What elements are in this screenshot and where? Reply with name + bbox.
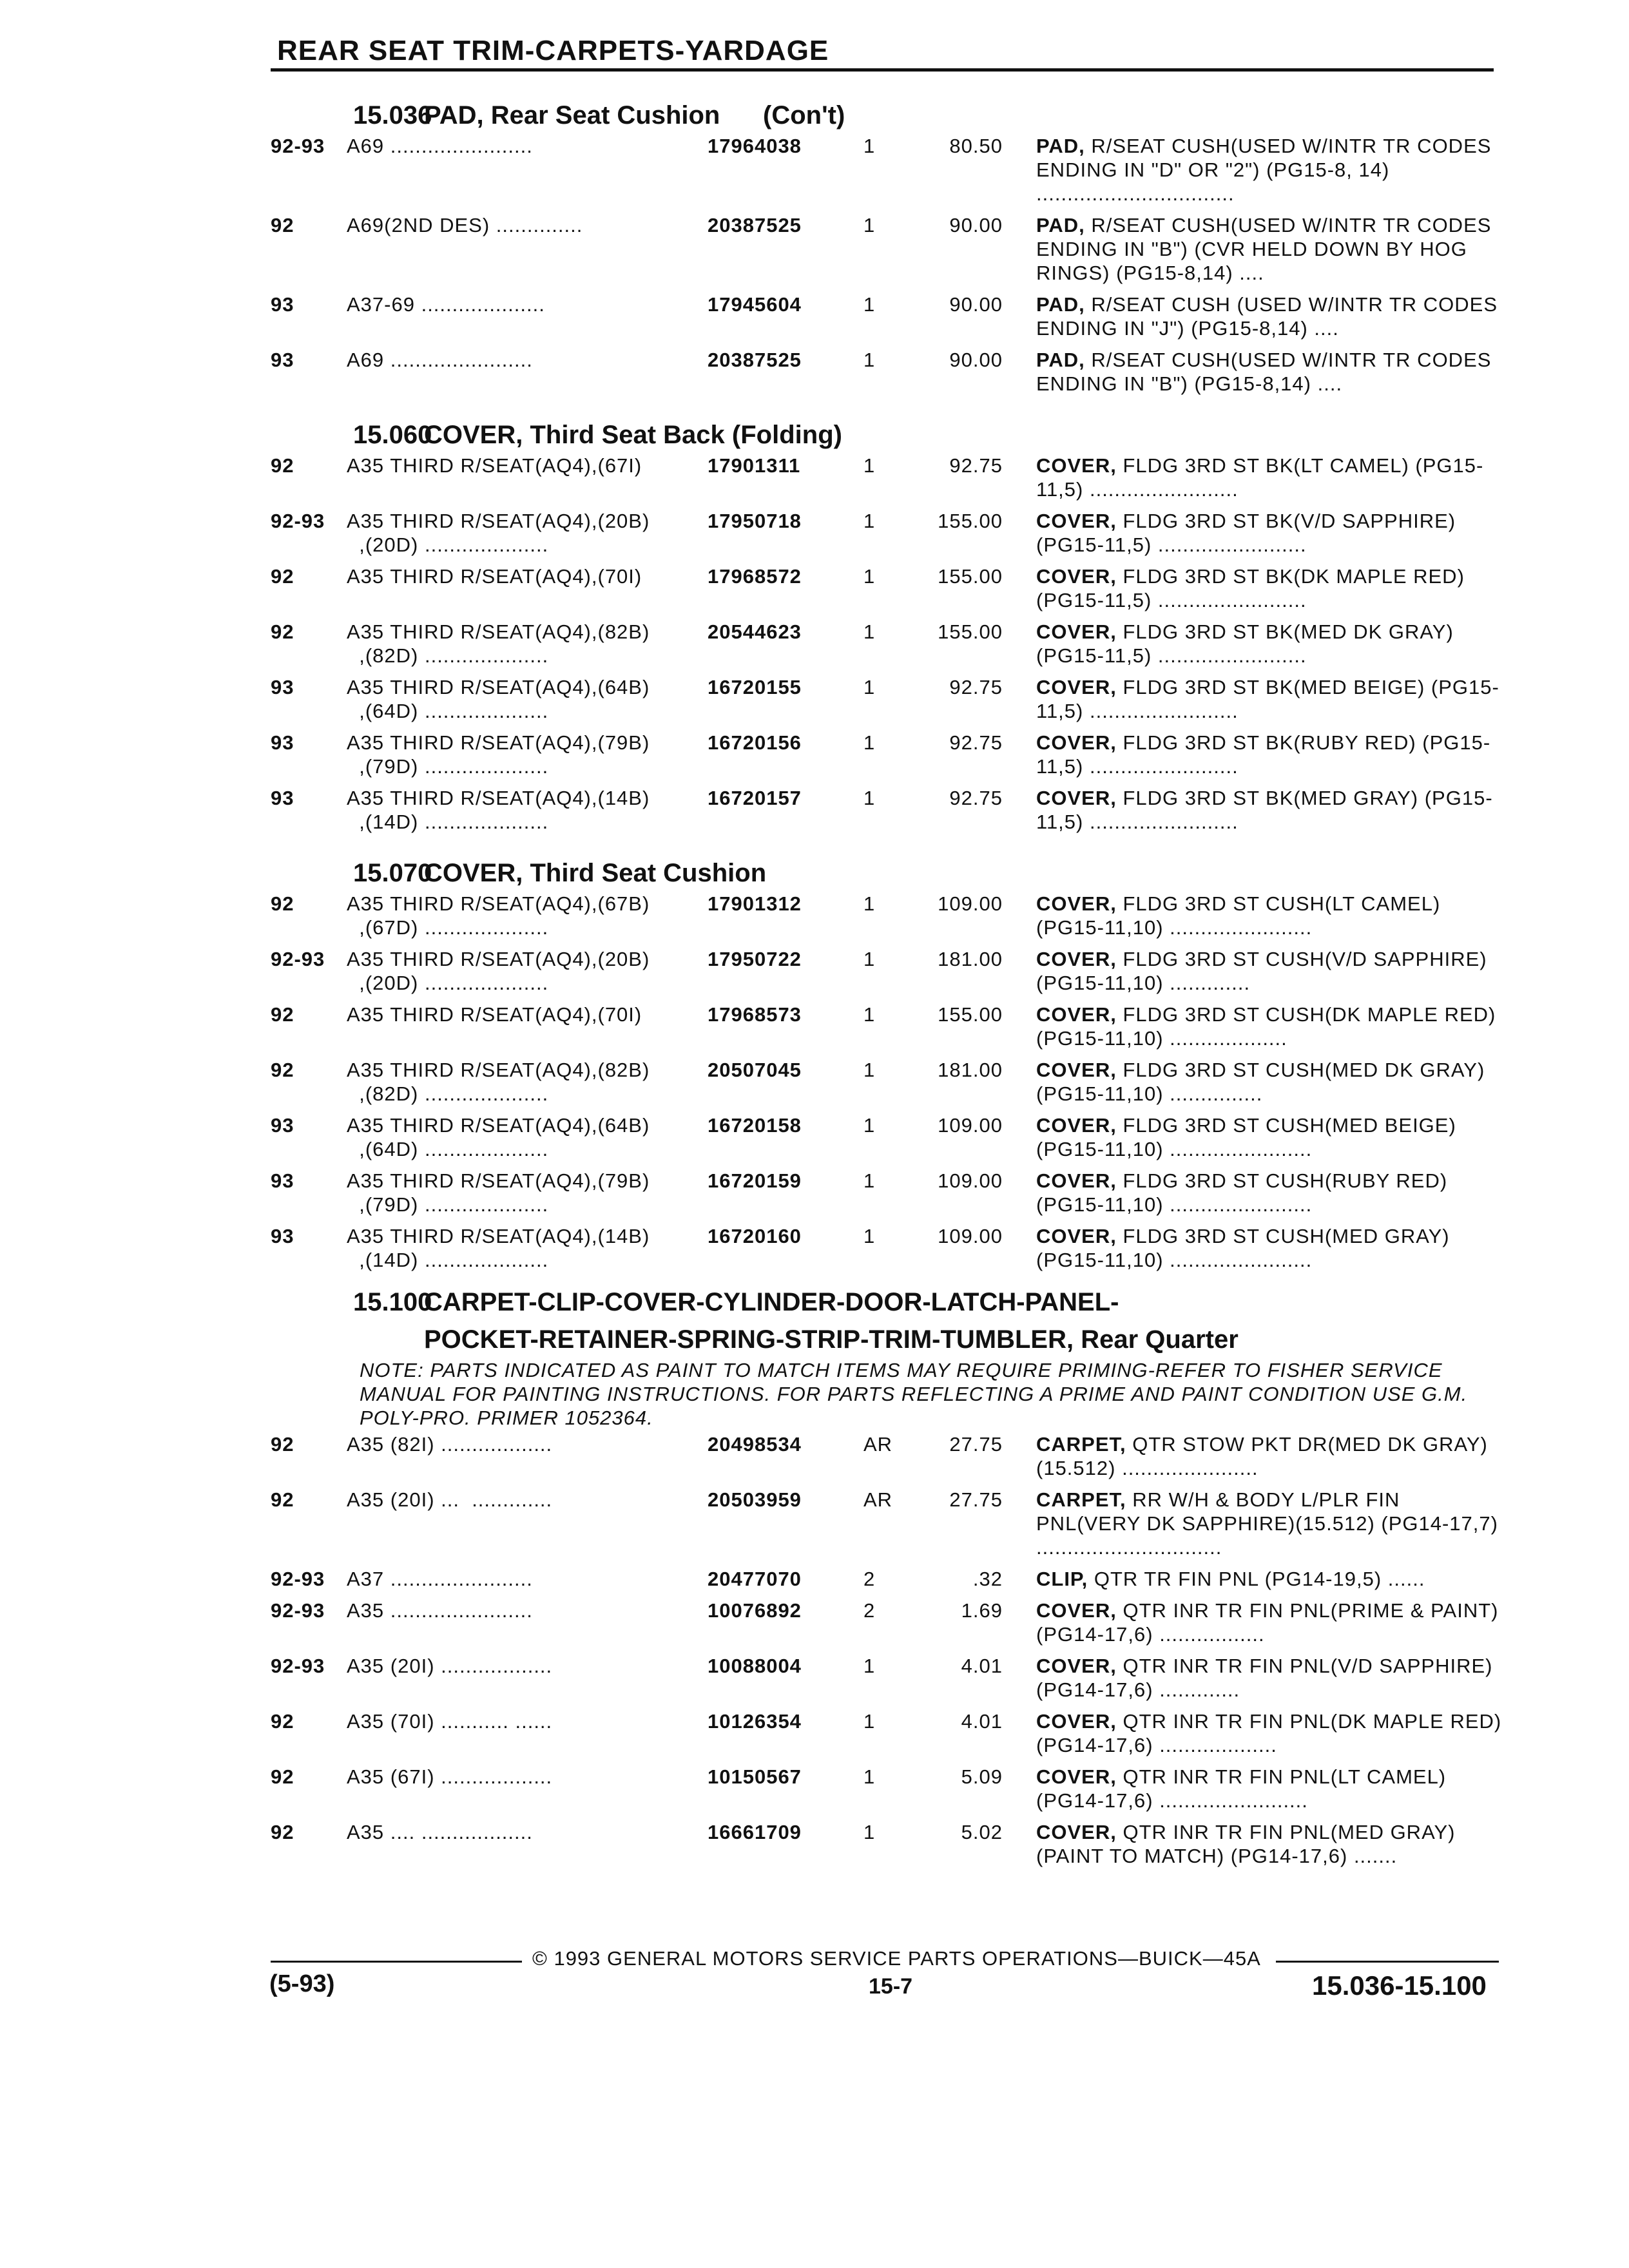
part-description: [1036, 1820, 1507, 1868]
part-row: [271, 1765, 1508, 1812]
quantity: 1: [863, 349, 876, 371]
part-type: PAD,: [1036, 293, 1085, 316]
part-row: [271, 293, 1508, 340]
model-application: A69 .......................: [347, 349, 533, 371]
part-row: [271, 213, 1508, 285]
model-year: 93: [271, 787, 294, 809]
part-number: 20387525: [708, 349, 802, 371]
part-type: CARPET,: [1036, 1488, 1126, 1511]
model-year: 92: [271, 892, 294, 915]
section-number: 15.060: [353, 421, 432, 449]
section-title: PAD, Rear Seat Cushion (Con't): [424, 101, 845, 130]
part-description: [1036, 1003, 1507, 1050]
part-row: [271, 348, 1508, 396]
footer-copyright: © 1993 GENERAL MOTORS SERVICE PARTS OPERATIONS—BUICK—45A: [532, 1947, 1261, 1970]
model-year: 92-93: [271, 135, 325, 157]
model-year: 92-93: [271, 1655, 325, 1677]
part-type: COVER,: [1036, 1599, 1117, 1622]
quantity: 1: [863, 293, 876, 316]
price: 5.02: [961, 1821, 1003, 1843]
part-number: 16720158: [708, 1114, 802, 1137]
part-number: 10088004: [708, 1655, 802, 1677]
part-number: 17945604: [708, 293, 802, 316]
price: 181.00: [938, 948, 1003, 970]
part-description: [1036, 1432, 1507, 1480]
section-number: 15.070: [353, 859, 432, 887]
model-year: 92: [271, 565, 294, 588]
part-number: 17968572: [708, 565, 802, 588]
price: 155.00: [938, 620, 1003, 643]
part-description: [1036, 731, 1507, 778]
part-description-text: FLDG 3RD ST BK(V/D SAPPHIRE) (PG15-11,5) ........................: [1036, 510, 1456, 556]
model-application: A35 THIRD R/SEAT(AQ4),(64B) ,(64D) ....................: [347, 1114, 650, 1160]
part-description-text: QTR STOW PKT DR(MED DK GRAY)(15.512) ......................: [1036, 1433, 1488, 1479]
part-description-text: FLDG 3RD ST BK(MED GRAY) (PG15-11,5) ........................: [1036, 787, 1493, 833]
model-year: 93: [271, 1169, 294, 1192]
part-number: 10126354: [708, 1710, 802, 1733]
part-description-text: FLDG 3RD ST BK(MED BEIGE) (PG15-11,5) ........................: [1036, 676, 1499, 722]
price: 90.00: [949, 214, 1003, 236]
part-number: 17901312: [708, 892, 802, 915]
quantity: 1: [863, 620, 876, 643]
part-type: PAD,: [1036, 135, 1085, 157]
part-description-text: FLDG 3RD ST BK(LT CAMEL) (PG15-11,5) ........................: [1036, 454, 1484, 501]
quantity: 1: [863, 1225, 876, 1247]
part-description: [1036, 1169, 1507, 1216]
section-title: COVER, Third Seat Cushion: [424, 859, 767, 887]
model-year: 92: [271, 214, 294, 236]
part-description: [1036, 213, 1507, 285]
quantity: 1: [863, 1710, 876, 1733]
part-row: [271, 454, 1508, 501]
quantity: 2: [863, 1568, 876, 1590]
price: 109.00: [938, 1114, 1003, 1137]
quantity: 1: [863, 1821, 876, 1843]
part-number: 17950722: [708, 948, 802, 970]
model-application: A35 (70I) ........... ......: [347, 1710, 553, 1733]
part-row: [271, 1599, 1508, 1646]
price: 109.00: [938, 1225, 1003, 1247]
part-type: COVER,: [1036, 731, 1117, 754]
model-application: A35 THIRD R/SEAT(AQ4),(70I): [347, 565, 642, 588]
quantity: 1: [863, 1059, 876, 1081]
price: 92.75: [949, 676, 1003, 698]
footer-rule-right: [1276, 1961, 1499, 1963]
part-description: [1036, 1058, 1507, 1106]
quantity: 2: [863, 1599, 876, 1622]
part-type: COVER,: [1036, 1710, 1117, 1733]
part-description: [1036, 454, 1507, 501]
part-row: [271, 1224, 1508, 1272]
price: 155.00: [938, 1003, 1003, 1026]
part-description: [1036, 620, 1507, 668]
section-heading: [271, 403, 1508, 454]
part-type: COVER,: [1036, 565, 1117, 588]
model-year: 92: [271, 1821, 294, 1843]
price: 5.09: [961, 1765, 1003, 1788]
price: 90.00: [949, 293, 1003, 316]
section-title-continued: POCKET-RETAINER-SPRING-STRIP-TRIM-TUMBLER, Rear Quarter: [424, 1325, 1239, 1354]
model-year: 92-93: [271, 948, 325, 970]
part-description: [1036, 1113, 1507, 1161]
section-title: COVER, Third Seat Back (Folding): [424, 421, 842, 449]
part-description: [1036, 1488, 1507, 1559]
part-number: 17950718: [708, 510, 802, 532]
part-description-text: FLDG 3RD ST BK(MED DK GRAY) (PG15-11,5) ........................: [1036, 620, 1454, 667]
part-type: COVER,: [1036, 1225, 1117, 1247]
part-row: [271, 1488, 1508, 1559]
model-application: A35 THIRD R/SEAT(AQ4),(20B) ,(20D) ....................: [347, 948, 650, 994]
quantity: 1: [863, 454, 876, 477]
model-year: 92-93: [271, 1568, 325, 1590]
part-row: [271, 1113, 1508, 1161]
part-description-text: R/SEAT CUSH(USED W/INTR TR CODES ENDING IN "B") (PG15-8,14) ....: [1036, 349, 1492, 395]
part-type: COVER,: [1036, 676, 1117, 698]
part-description: [1036, 1599, 1507, 1646]
price: 109.00: [938, 892, 1003, 915]
part-row: [271, 1567, 1508, 1591]
section-title: CARPET-CLIP-COVER-CYLINDER-DOOR-LATCH-PANEL-: [424, 1288, 1119, 1316]
quantity: 1: [863, 1765, 876, 1788]
model-year: 92: [271, 620, 294, 643]
footer-date: (5-93): [269, 1970, 335, 1997]
section-heading: [271, 1280, 1508, 1358]
footer-page-number: 15-7: [869, 1974, 913, 1999]
part-description: [1036, 564, 1507, 612]
part-description-text: RR W/H & BODY L/PLR FIN PNL(VERY DK SAPPHIRE)(15.512) (PG14-17,7) ..............................: [1036, 1488, 1498, 1559]
part-type: PAD,: [1036, 349, 1085, 371]
part-description-text: FLDG 3RD ST CUSH(DK MAPLE RED) (PG15-11,10) ...................: [1036, 1003, 1496, 1050]
part-description: [1036, 1224, 1507, 1272]
model-application: A35 THIRD R/SEAT(AQ4),(64B) ,(64D) ....................: [347, 676, 650, 722]
part-description-text: QTR INR TR FIN PNL(MED GRAY) (PAINT TO MATCH) (PG14-17,6) .......: [1036, 1821, 1456, 1867]
part-type: COVER,: [1036, 1821, 1117, 1843]
part-row: [271, 1654, 1508, 1702]
section-heading: [271, 84, 1508, 134]
part-number: 10150567: [708, 1765, 802, 1788]
model-application: A35 (82I) ..................: [347, 1433, 553, 1456]
part-description: [1036, 1654, 1507, 1702]
part-description-text: FLDG 3RD ST CUSH(V/D SAPPHIRE) (PG15-11,10) .............: [1036, 948, 1487, 994]
part-type: CARPET,: [1036, 1433, 1126, 1456]
part-description-text: QTR INR TR FIN PNL(DK MAPLE RED) (PG14-17,6) ...................: [1036, 1710, 1502, 1756]
part-row: [271, 675, 1508, 723]
model-year: 93: [271, 676, 294, 698]
part-row: [271, 509, 1508, 557]
part-number: 16720159: [708, 1169, 802, 1192]
footer-section-range: 15.036-15.100: [1312, 1970, 1487, 2001]
part-number: 20477070: [708, 1568, 802, 1590]
model-year: 93: [271, 1114, 294, 1137]
part-description: [1036, 675, 1507, 723]
part-description-text: FLDG 3RD ST CUSH(MED DK GRAY) (PG15-11,10) ...............: [1036, 1059, 1485, 1105]
model-year: 93: [271, 293, 294, 316]
part-number: 20387525: [708, 214, 802, 236]
part-row: [271, 134, 1508, 206]
part-type: COVER,: [1036, 454, 1117, 477]
part-number: 17964038: [708, 135, 802, 157]
model-year: 92: [271, 454, 294, 477]
part-row: [271, 1169, 1508, 1216]
quantity: 1: [863, 1003, 876, 1026]
part-number: 16720156: [708, 731, 802, 754]
model-year: 93: [271, 349, 294, 371]
part-row: [271, 786, 1508, 834]
part-number: 10076892: [708, 1599, 802, 1622]
model-application: A35 THIRD R/SEAT(AQ4),(67B) ,(67D) ....................: [347, 892, 650, 939]
part-description-text: QTR INR TR FIN PNL(LT CAMEL) (PG14-17,6) ........................: [1036, 1765, 1447, 1812]
model-application: A35 THIRD R/SEAT(AQ4),(70I): [347, 1003, 642, 1026]
model-application: A37 .......................: [347, 1568, 533, 1590]
model-application: A35 THIRD R/SEAT(AQ4),(82B) ,(82D) ....................: [347, 1059, 650, 1105]
part-row: [271, 1003, 1508, 1050]
model-application: A35 .......................: [347, 1599, 533, 1622]
quantity: 1: [863, 1655, 876, 1677]
part-description: [1036, 509, 1507, 557]
part-description: [1036, 892, 1507, 939]
model-application: A35 THIRD R/SEAT(AQ4),(14B) ,(14D) ....................: [347, 787, 650, 833]
part-description: [1036, 786, 1507, 834]
part-number: 17901311: [708, 454, 801, 477]
quantity: 1: [863, 1169, 876, 1192]
part-description: [1036, 1709, 1507, 1757]
quantity: 1: [863, 731, 876, 754]
part-number: 16720155: [708, 676, 802, 698]
price: 90.00: [949, 349, 1003, 371]
part-number: 20507045: [708, 1059, 802, 1081]
model-application: A35 (67I) ..................: [347, 1765, 553, 1788]
price: 80.50: [949, 135, 1003, 157]
model-year: 92: [271, 1059, 294, 1081]
quantity: 1: [863, 787, 876, 809]
part-type: COVER,: [1036, 1169, 1117, 1192]
model-year: 93: [271, 1225, 294, 1247]
part-row: [271, 731, 1508, 778]
part-type: COVER,: [1036, 1114, 1117, 1137]
quantity: 1: [863, 510, 876, 532]
quantity: 1: [863, 676, 876, 698]
part-number: 20503959: [708, 1488, 802, 1511]
part-row: [271, 1820, 1508, 1868]
part-type: COVER,: [1036, 787, 1117, 809]
part-type: PAD,: [1036, 214, 1085, 236]
part-description: [1036, 293, 1507, 340]
quantity: 1: [863, 565, 876, 588]
price: 92.75: [949, 787, 1003, 809]
model-application: A35 THIRD R/SEAT(AQ4),(20B) ,(20D) ....................: [347, 510, 650, 556]
price: 155.00: [938, 565, 1003, 588]
price: 27.75: [949, 1488, 1003, 1511]
part-type: COVER,: [1036, 892, 1117, 915]
quantity: 1: [863, 135, 876, 157]
part-row: [271, 1058, 1508, 1106]
model-year: 92: [271, 1488, 294, 1511]
part-type: COVER,: [1036, 510, 1117, 532]
model-year: 92-93: [271, 510, 325, 532]
model-year: 92: [271, 1433, 294, 1456]
model-application: A69(2ND DES) ..............: [347, 214, 583, 236]
quantity: 1: [863, 892, 876, 915]
part-row: [271, 620, 1508, 668]
page-title: REAR SEAT TRIM-CARPETS-YARDAGE: [277, 35, 829, 66]
quantity: AR: [863, 1433, 893, 1456]
part-row: [271, 892, 1508, 939]
price: 92.75: [949, 731, 1003, 754]
price: 109.00: [938, 1169, 1003, 1192]
part-type: COVER,: [1036, 1059, 1117, 1081]
part-type: COVER,: [1036, 620, 1117, 643]
part-row: [271, 947, 1508, 995]
header-rule: [271, 68, 1494, 72]
model-application: A35 THIRD R/SEAT(AQ4),(14B) ,(14D) ....................: [347, 1225, 650, 1271]
part-description-text: FLDG 3RD ST CUSH(MED BEIGE) (PG15-11,10) .......................: [1036, 1114, 1456, 1160]
part-description: [1036, 348, 1507, 396]
part-type: COVER,: [1036, 1655, 1117, 1677]
model-application: A69 .......................: [347, 135, 533, 157]
price: 27.75: [949, 1433, 1003, 1456]
part-description-text: R/SEAT CUSH(USED W/INTR TR CODES ENDING IN "B") (CVR HELD DOWN BY HOG RINGS) (PG15-8,14) ....: [1036, 214, 1492, 284]
model-year: 92: [271, 1710, 294, 1733]
price: 4.01: [961, 1655, 1003, 1677]
model-application: A35 (20I) ... .............: [347, 1488, 553, 1511]
part-type: CLIP,: [1036, 1568, 1088, 1590]
model-application: A35 THIRD R/SEAT(AQ4),(82B) ,(82D) ....................: [347, 620, 650, 667]
part-description-text: QTR TR FIN PNL (PG14-19,5) ......: [1088, 1568, 1425, 1590]
model-application: A37-69 ....................: [347, 293, 545, 316]
part-row: [271, 1709, 1508, 1757]
price: 155.00: [938, 510, 1003, 532]
part-description-text: QTR INR TR FIN PNL(PRIME & PAINT) (PG14-17,6) .................: [1036, 1599, 1499, 1646]
quantity: 1: [863, 948, 876, 970]
part-type: COVER,: [1036, 948, 1117, 970]
model-application: A35 THIRD R/SEAT(AQ4),(79B) ,(79D) ....................: [347, 1169, 650, 1216]
model-application: A35 (20I) ..................: [347, 1655, 553, 1677]
part-description-text: R/SEAT CUSH (USED W/INTR TR CODES ENDING IN "J") (PG15-8,14) ....: [1036, 293, 1498, 340]
part-type: COVER,: [1036, 1765, 1117, 1788]
model-application: A35 .... ..................: [347, 1821, 533, 1843]
model-year: 92: [271, 1003, 294, 1026]
model-year: 92: [271, 1765, 294, 1788]
part-description-text: R/SEAT CUSH(USED W/INTR TR CODES ENDING IN "D" OR "2") (PG15-8, 14) ................................: [1036, 135, 1492, 205]
part-description-text: FLDG 3RD ST BK(RUBY RED) (PG15-11,5) ........................: [1036, 731, 1491, 778]
price: 92.75: [949, 454, 1003, 477]
model-application: A35 THIRD R/SEAT(AQ4),(79B) ,(79D) ....................: [347, 731, 650, 778]
section-note: NOTE: PARTS INDICATED AS PAINT TO MATCH ITEMS MAY REQUIRE PRIMING-REFER TO FISHER SERVICE MANUAL FOR PAINTING INSTRUCTIONS. FOR PARTS REFLECTING A PRIME AND PAINT CONDITION USE G.M. POLY-PRO. PRIMER 1052364.: [360, 1359, 1468, 1429]
part-number: 16720157: [708, 787, 802, 809]
part-description-text: FLDG 3RD ST CUSH(LT CAMEL) (PG15-11,10) .......................: [1036, 892, 1441, 939]
part-description-text: FLDG 3RD ST CUSH(RUBY RED) (PG15-11,10) .......................: [1036, 1169, 1448, 1216]
quantity: 1: [863, 1114, 876, 1137]
section-number: 15.036: [353, 101, 432, 130]
price: 4.01: [961, 1710, 1003, 1733]
footer-rule-left: [271, 1961, 522, 1963]
price: 1.69: [961, 1599, 1003, 1622]
part-type: COVER,: [1036, 1003, 1117, 1026]
quantity: 1: [863, 214, 876, 236]
section-heading: [271, 841, 1508, 892]
price: .32: [972, 1568, 1003, 1590]
quantity: AR: [863, 1488, 893, 1511]
part-row: [271, 564, 1508, 612]
part-number: 16661709: [708, 1821, 802, 1843]
part-number: 20544623: [708, 620, 802, 643]
part-description: [1036, 1567, 1507, 1591]
part-description: [1036, 947, 1507, 995]
model-application: A35 THIRD R/SEAT(AQ4),(67I): [347, 454, 642, 477]
parts-catalog: [271, 84, 1508, 1876]
part-description-text: FLDG 3RD ST CUSH(MED GRAY) (PG15-11,10) .......................: [1036, 1225, 1450, 1271]
section-number: 15.100: [353, 1288, 432, 1316]
part-number: 20498534: [708, 1433, 802, 1456]
price: 181.00: [938, 1059, 1003, 1081]
part-description: [1036, 134, 1507, 206]
part-number: 16720160: [708, 1225, 802, 1247]
part-description-text: QTR INR TR FIN PNL(V/D SAPPHIRE) (PG14-17,6) .............: [1036, 1655, 1493, 1701]
model-year: 93: [271, 731, 294, 754]
part-description: [1036, 1765, 1507, 1812]
part-description-text: FLDG 3RD ST BK(DK MAPLE RED) (PG15-11,5) ........................: [1036, 565, 1465, 611]
part-number: 17968573: [708, 1003, 802, 1026]
model-year: 92-93: [271, 1599, 325, 1622]
part-row: [271, 1432, 1508, 1480]
